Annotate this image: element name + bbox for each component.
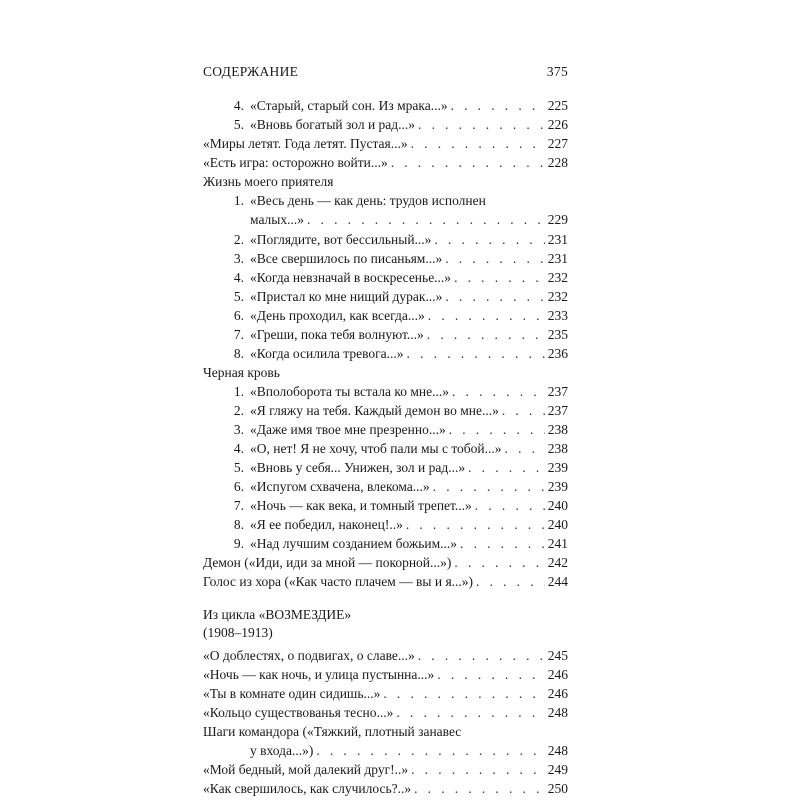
entry-title: «Кольцо существованья тесно...»: [203, 705, 394, 720]
dot-leader: [434, 230, 544, 250]
header-title: СОДЕРЖАНИЕ: [203, 64, 299, 79]
entry-page: 239: [547, 460, 568, 475]
dot-leader: [445, 287, 544, 307]
toc-entry: [203, 534, 568, 554]
toc-entry: [203, 665, 568, 685]
entry-title: «Ночь — как ночь, и улица пустынна...»: [203, 667, 435, 682]
entry-title: «Когда невзначай в воскресенье...»: [250, 270, 452, 285]
entry-title: «Испугом схвачена, влекома...»: [250, 479, 430, 494]
toc-entry: [203, 306, 568, 326]
toc-entry-first-line: Шаги командора («Тяжкий, плотный занавес: [203, 724, 462, 739]
toc-entry: [203, 287, 568, 307]
entry-title: «Я гляжу на тебя. Каждый демон во мне...»: [250, 403, 499, 418]
entry-title: «Как свершилось, как случилось?..»: [203, 781, 412, 796]
dot-leader: [427, 325, 545, 345]
entry-number: 8.: [233, 517, 244, 532]
entry-page: 241: [547, 536, 568, 551]
entry-title: «Даже имя твое мне презренно...»: [250, 422, 446, 437]
toc-entry-continuation: [203, 210, 568, 230]
entry-title: «Есть игра: осторожно войти...»: [203, 155, 388, 170]
dot-leader: [475, 496, 545, 516]
entry-page: 242: [547, 555, 568, 570]
dot-leader: [468, 458, 545, 478]
dot-leader: [449, 420, 545, 440]
section-heading: Черная кровь: [203, 365, 280, 380]
toc-entry: [203, 572, 568, 592]
entry-number: 7.: [233, 498, 244, 513]
dot-leader: [451, 96, 545, 116]
entry-title: «Над лучшим созданием божьим...»: [250, 536, 458, 551]
dot-leader: [418, 646, 545, 666]
entry-number: 2.: [233, 403, 244, 418]
toc-entry: [203, 268, 568, 288]
cycle-years: (1908–1913): [203, 625, 273, 640]
dot-leader: [460, 534, 545, 554]
toc-entry: [203, 779, 568, 799]
entry-page: 238: [547, 441, 568, 456]
entry-title: «Поглядите, вот бессильный...»: [250, 232, 432, 247]
toc-entry: [203, 96, 568, 116]
entry-number: 2.: [233, 232, 244, 247]
entry-title: «День проходил, как всегда...»: [250, 308, 425, 323]
toc-entry-continuation: [203, 741, 568, 761]
entry-title: «Старый, старый сон. Из мрака...»: [250, 98, 448, 113]
toc-entry: [203, 134, 568, 154]
dot-leader: [476, 572, 545, 592]
entry-title: «О, нет! Я не хочу, чтоб пали мы с тобой...»: [250, 441, 502, 456]
entry-page: 245: [547, 648, 568, 663]
entry-number: 4.: [233, 441, 244, 456]
entry-number: 5.: [233, 289, 244, 304]
entry-title: «Миры летят. Года летят. Пустая...»: [203, 136, 408, 151]
toc-entry: [203, 344, 568, 364]
dot-leader: [406, 515, 545, 535]
entry-page: 231: [547, 251, 568, 266]
entry-title: «Мой бедный, мой далекий друг!..»: [203, 762, 409, 777]
dot-leader: [418, 115, 545, 135]
dot-leader: [452, 382, 545, 402]
entry-page: 248: [547, 705, 568, 720]
dot-leader: [437, 665, 544, 685]
entry-number: 9.: [233, 536, 244, 551]
entry-title: Демон («Иди, иди за мной — покорной...»): [203, 555, 452, 570]
entry-page: 231: [547, 232, 568, 247]
dot-leader: [411, 134, 545, 154]
entry-page: 235: [547, 327, 568, 342]
toc-entry: [203, 684, 568, 704]
entry-title: «Я ее победил, наконец!..»: [250, 517, 403, 532]
toc-entry: [203, 496, 568, 516]
dot-leader: [396, 703, 544, 723]
entry-number: 8.: [233, 346, 244, 361]
entry-title: малых...»: [250, 212, 304, 227]
dot-leader: [445, 249, 545, 269]
entry-number: 1.: [233, 193, 244, 208]
header-page-number: 375: [546, 64, 568, 79]
cycle-heading: Из цикла «ВОЗМЕЗДИЕ»: [203, 607, 352, 622]
entry-title: «Ты в комнате один сидишь...»: [203, 686, 381, 701]
entry-page: 232: [547, 270, 568, 285]
toc-entry: [203, 249, 568, 269]
dot-leader: [411, 760, 545, 780]
toc-entry: [203, 515, 568, 535]
entry-number: 3.: [233, 251, 244, 266]
entry-page: 249: [547, 762, 568, 777]
entry-number: 5.: [233, 460, 244, 475]
entry-number: 5.: [233, 117, 244, 132]
dot-leader: [391, 153, 545, 173]
toc-entry: [203, 153, 568, 173]
toc-entry: [203, 760, 568, 780]
entry-page: 237: [547, 384, 568, 399]
entry-number: 1.: [233, 384, 244, 399]
entry-title: Голос из хора («Как часто плачем — вы и я...»): [203, 574, 474, 589]
dot-leader: [407, 344, 545, 364]
entry-page: 228: [547, 155, 568, 170]
toc-entry: [203, 420, 568, 440]
dot-leader: [428, 306, 545, 326]
entry-page: 239: [547, 479, 568, 494]
entry-page: 240: [547, 517, 568, 532]
toc-entry: [203, 325, 568, 345]
entry-title: «Вполоборота ты встала ко мне...»: [250, 384, 449, 399]
dot-leader: [505, 439, 545, 459]
toc-entry: [203, 382, 568, 402]
entry-page: 246: [547, 686, 568, 701]
entry-number: 3.: [233, 422, 244, 437]
entry-title: «Когда осилила тревога...»: [250, 346, 404, 361]
page-header: [203, 61, 568, 83]
entry-number: 7.: [233, 327, 244, 342]
toc-entry: [203, 703, 568, 723]
entry-number: 6.: [233, 308, 244, 323]
entry-title: «Весь день — как день: трудов исполнен: [250, 193, 486, 208]
entry-number: 4.: [233, 98, 244, 113]
entry-page: 233: [547, 308, 568, 323]
entry-page: 250: [547, 781, 568, 796]
dot-leader: [502, 401, 545, 421]
toc-entry: [203, 230, 568, 250]
entry-page: 244: [547, 574, 568, 589]
entry-title: «Вновь богатый зол и рад...»: [250, 117, 416, 132]
toc-entry: [203, 115, 568, 135]
toc-entry: [203, 477, 568, 497]
dot-leader: [454, 268, 545, 288]
entry-page: 238: [547, 422, 568, 437]
entry-page: 248: [547, 743, 568, 758]
toc-entry: [203, 646, 568, 666]
entry-title: «Все свершилось по писаньям...»: [250, 251, 443, 266]
entry-page: 229: [547, 212, 568, 227]
entry-number: 4.: [233, 270, 244, 285]
toc-entry: [203, 191, 568, 211]
toc-entry: [203, 553, 568, 573]
entry-page: 225: [547, 98, 568, 113]
dot-leader: [307, 210, 545, 230]
toc-entry: [203, 401, 568, 421]
dot-leader: [454, 553, 544, 573]
entry-page: 240: [547, 498, 568, 513]
section-heading: Жизнь моего приятеля: [203, 174, 334, 189]
entry-title: «Греши, пока тебя волнуют...»: [250, 327, 424, 342]
entry-page: 227: [547, 136, 568, 151]
entry-page: 237: [547, 403, 568, 418]
entry-number: 6.: [233, 479, 244, 494]
dot-leader: [316, 741, 544, 761]
entry-title: «О доблестях, о подвигах, о славе...»: [203, 648, 415, 663]
entry-title: «Ночь — как века, и томный трепет...»: [250, 498, 472, 513]
entry-page: 236: [547, 346, 568, 361]
dot-leader: [433, 477, 545, 497]
dot-leader: [414, 779, 545, 799]
entry-page: 246: [547, 667, 568, 682]
entry-title: «Пристал ко мне нищий дурак...»: [250, 289, 443, 304]
entry-title: у входа...»): [250, 743, 314, 758]
dot-leader: [383, 684, 544, 704]
entry-page: 232: [547, 289, 568, 304]
toc-entry: [203, 458, 568, 478]
entry-page: 226: [547, 117, 568, 132]
toc-entry: [203, 439, 568, 459]
entry-title: «Вновь у себя... Унижен, зол и рад...»: [250, 460, 466, 475]
